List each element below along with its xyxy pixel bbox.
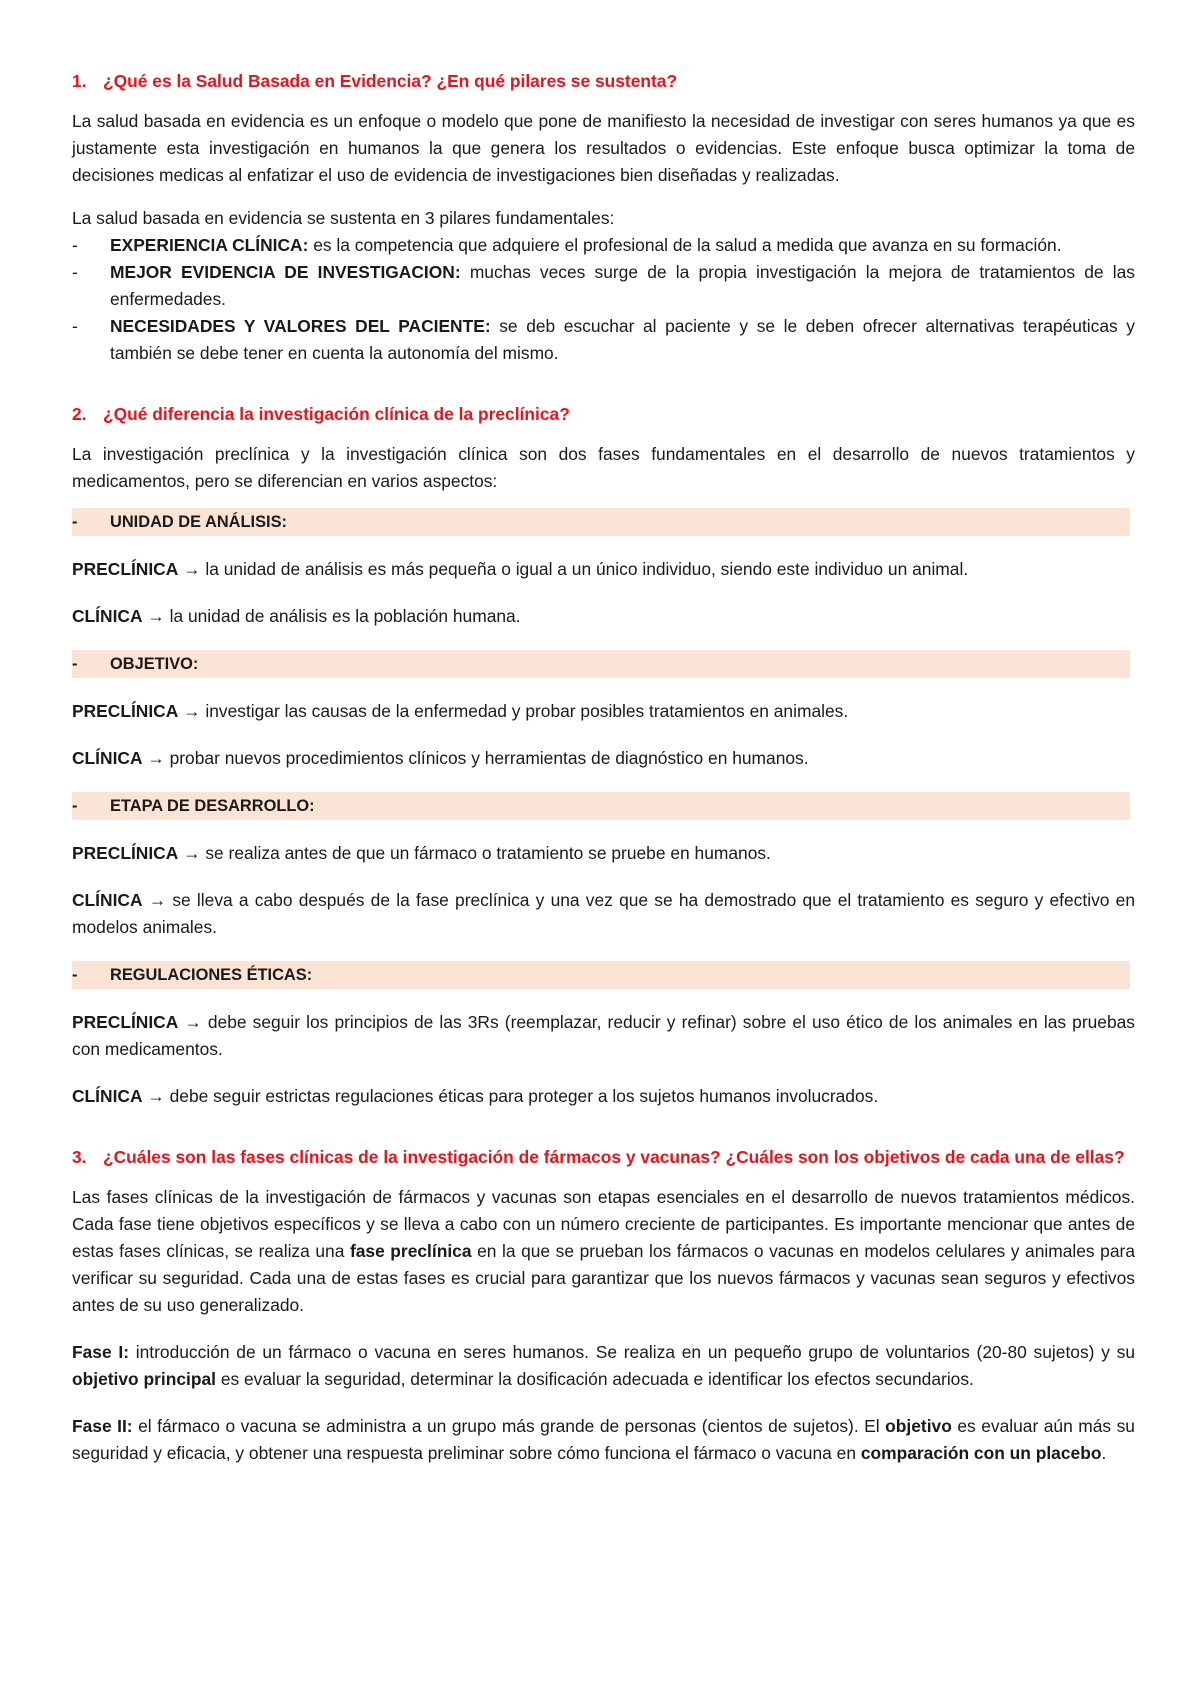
band-heading: ETAPA DE DESARROLLO: <box>110 797 315 815</box>
section-band-objetivo <box>72 650 1130 678</box>
comparison-text: probar nuevos procedimientos clínicos y herramientas de diagnóstico en humanos. <box>164 748 809 768</box>
label-preclinica: PRECLÍNICA <box>72 1012 179 1032</box>
document-page <box>72 68 1135 1467</box>
pillar-item <box>72 232 1135 259</box>
list-dash: - <box>72 235 78 255</box>
pillars-list <box>72 232 1135 367</box>
pillar-item <box>72 259 1135 313</box>
comparison-clinica <box>72 603 1135 630</box>
pillar-text: muchas veces surge de la propia investigación la mejora de tratamientos de las enfermedades. <box>110 262 1135 309</box>
comparison-text: se realiza antes de que un fármaco o tratamiento se pruebe en humanos. <box>200 843 771 863</box>
fase-text: . <box>1101 1443 1107 1463</box>
arrow-icon: → <box>147 1086 165 1106</box>
pillar-term: MEJOR EVIDENCIA DE INVESTIGACION: <box>110 262 461 282</box>
question-3-number: 3. <box>72 1147 87 1167</box>
pillar-text: es la competencia que adquiere el profesional de la salud a medida que avanza en su formación. <box>308 235 1062 255</box>
fase-text: es evaluar la seguridad, determinar la dosificación adecuada e identificar los efectos secundarios. <box>215 1369 974 1389</box>
fase-bold: objetivo <box>885 1416 952 1436</box>
q1-paragraph-1: La salud basada en evidencia es un enfoque o modelo que pone de manifiesto la necesidad de investigar con seres humanos ya que es justamente esta investigación en humanos la que genera los resultados o evidencias. Este enfoque busca optimizar la toma de decisiones medicas al enfatizar el uso de evidencia de investigaciones bien diseñadas y realizadas. <box>72 111 1135 185</box>
comparison-text: se lleva a cabo después de la fase preclínica y una vez que se ha demostrado que el tratamiento es seguro y efectivo en modelos animales. <box>72 890 1135 937</box>
question-3-title: ¿Cuáles son las fases clínicas de la investigación de fármacos y vacunas? ¿Cuáles son los objetivos de cada una de ellas? <box>103 1147 1125 1167</box>
comparison-clinica <box>72 887 1135 941</box>
fase-text: el fármaco o vacuna se administra a un grupo más grande de personas (cientos de sujetos). El <box>132 1416 886 1436</box>
comparison-preclinica <box>72 840 1135 867</box>
comparison-text: debe seguir estrictas regulaciones éticas para proteger a los sujetos humanos involucrados. <box>164 1086 879 1106</box>
comparison-clinica <box>72 745 1135 772</box>
pillar-term: EXPERIENCIA CLÍNICA: <box>110 235 309 255</box>
fase-2-paragraph <box>72 1413 1135 1467</box>
arrow-icon: → <box>183 701 201 721</box>
question-1-heading <box>72 68 1135 95</box>
pillar-term: NECESIDADES Y VALORES DEL PACIENTE: <box>110 316 491 336</box>
arrow-icon: → <box>148 890 167 910</box>
q3-intro <box>72 1184 1135 1319</box>
band-heading: UNIDAD DE ANÁLISIS: <box>110 513 287 531</box>
label-clinica: CLÍNICA <box>72 1086 143 1106</box>
fase-2-label: Fase II: <box>72 1416 133 1436</box>
question-3-heading <box>72 1144 1135 1171</box>
band-dash: - <box>72 655 78 673</box>
fase-1-paragraph <box>72 1339 1135 1393</box>
label-clinica: CLÍNICA <box>72 606 143 626</box>
fase-text: es evaluar aún más su seguridad y eficacia, y obtener una respuesta preliminar sobre cómo funciona el fármaco o vacuna en <box>72 1416 1135 1463</box>
label-clinica: CLÍNICA <box>72 748 143 768</box>
q3-intro-part: Las fases clínicas de la investigación de fármacos y vacunas son etapas esenciales en el desarrollo de nuevos tratamientos médicos. Cada fase tiene objetivos específicos y se lleva a cabo con un número creciente de participantes. Es importante mencionar que antes de estas fases clínicas, se realiza una <box>72 1187 1135 1261</box>
q1-paragraph-2: La salud basada en evidencia se sustenta en 3 pilares fundamentales: <box>72 208 615 228</box>
list-dash: - <box>72 262 78 282</box>
label-preclinica: PRECLÍNICA <box>72 843 179 863</box>
band-heading: OBJETIVO: <box>110 655 199 673</box>
band-dash: - <box>72 966 78 984</box>
q3-intro-bold: fase preclínica <box>349 1241 472 1261</box>
comparison-text: la unidad de análisis es la población humana. <box>164 606 521 626</box>
question-2-heading <box>72 401 1135 428</box>
comparison-preclinica <box>72 556 1135 583</box>
pillar-text: se deb escuchar al paciente y se le deben ofrecer alternativas terapéuticas y también se debe tener en cuenta la autonomía del mismo. <box>110 316 1136 363</box>
fase-bold: comparación con un placebo <box>860 1443 1102 1463</box>
label-clinica: CLÍNICA <box>72 890 143 910</box>
arrow-icon: → <box>184 1012 202 1032</box>
band-dash: - <box>72 513 78 531</box>
question-1-title: ¿Qué es la Salud Basada en Evidencia? ¿En qué pilares se sustenta? <box>103 71 678 91</box>
comparison-text: debe seguir los principios de las 3Rs (reemplazar, reducir y refinar) sobre el uso ético de los animales en las pruebas con medicamentos. <box>72 1012 1135 1059</box>
question-2-number: 2. <box>72 404 87 424</box>
list-dash: - <box>72 316 78 336</box>
band-dash: - <box>72 797 78 815</box>
section-band-etapa <box>72 792 1130 820</box>
arrow-icon: → <box>183 843 201 863</box>
comparison-clinica <box>72 1083 1135 1110</box>
question-1-number: 1. <box>72 71 87 91</box>
q2-intro: La investigación preclínica y la investigación clínica son dos fases fundamentales en el desarrollo de nuevos tratamientos y medicamentos, pero se diferencian en varios aspectos: <box>72 444 1135 491</box>
comparison-text: investigar las causas de la enfermedad y probar posibles tratamientos en animales. <box>200 701 849 721</box>
pillar-item <box>72 313 1135 367</box>
arrow-icon: → <box>147 748 165 768</box>
arrow-icon: → <box>147 606 165 626</box>
comparison-preclinica <box>72 1009 1135 1063</box>
q3-intro-part: en la que se prueban los fármacos o vacunas en modelos celulares y animales para verificar su seguridad. Cada una de estas fases es crucial para garantizar que los nuevos fármacos y vacunas sean seguros y efectivos antes de su uso generalizado. <box>72 1241 1135 1315</box>
question-2-title: ¿Qué diferencia la investigación clínica de la preclínica? <box>103 404 570 424</box>
arrow-icon: → <box>183 559 201 579</box>
section-band-regulaciones <box>72 961 1130 989</box>
section-band-unidad <box>72 508 1130 536</box>
comparison-preclinica <box>72 698 1135 725</box>
fase-bold: objetivo principal <box>72 1369 216 1389</box>
fase-text: introducción de un fármaco o vacuna en seres humanos. Se realiza en un pequeño grupo de voluntarios (20-80 sujetos) y su <box>129 1342 1136 1362</box>
fase-1-label: Fase I: <box>72 1342 130 1362</box>
label-preclinica: PRECLÍNICA <box>72 701 179 721</box>
label-preclinica: PRECLÍNICA <box>72 559 179 579</box>
comparison-text: la unidad de análisis es más pequeña o igual a un único individuo, siendo este individuo un animal. <box>200 559 969 579</box>
band-heading: REGULACIONES ÉTICAS: <box>110 966 313 984</box>
